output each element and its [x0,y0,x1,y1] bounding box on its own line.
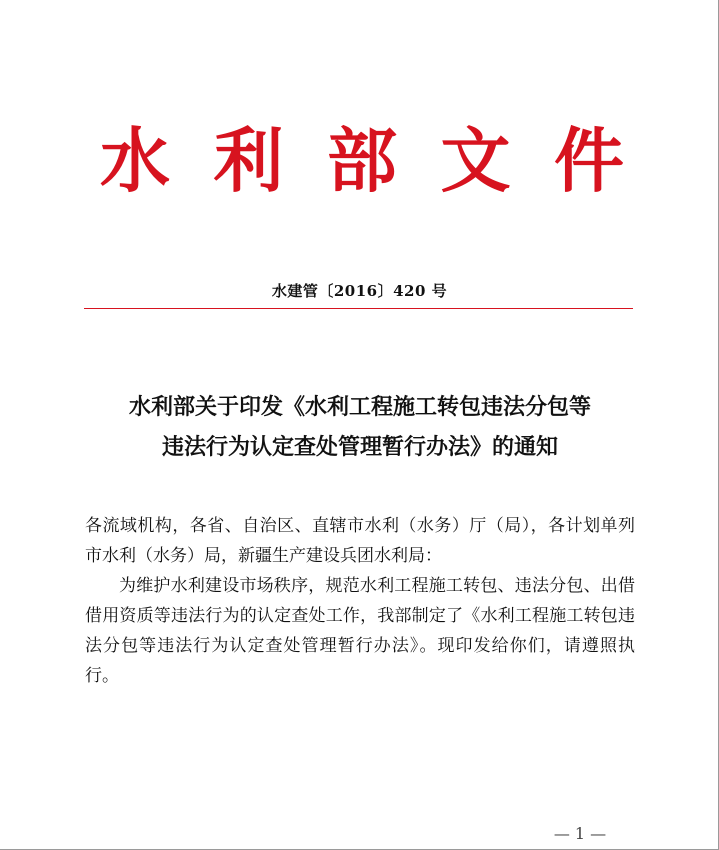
red-divider-line [84,308,633,309]
title-char-3: 部 [327,120,397,202]
notice-body [85,511,635,691]
title-char-4: 文 [440,120,511,202]
body-paragraph: 为维护水利建设市场秩序，规范水利工程施工转包、违法分包、出借借用资质等违法行为的认定查处工作，我部制定了《水利工程施工转包违法分包等违法行为认定查处管理暂行办法》。现印发给你们，请遵照执行。 [85,576,635,686]
document-number: 水建管〔2016〕420 号 [271,282,448,300]
salutation: 各流域机构，各省、自治区、直辖市水利（水务）厅（局），各计划单列市水利（水务）局，新疆生产建设兵团水利局： [85,516,635,566]
headline-line-2: 违法行为认定查处管理暂行办法》的通知 [161,435,558,460]
page-number: — 1 — [553,824,607,843]
title-char-5: 件 [554,120,624,202]
title-char-1: 水 [100,120,170,202]
notice-headline [60,388,660,468]
headline-line-1: 水利部关于印发《水利工程施工转包违法分包等 [128,395,591,420]
issuing-authority-title [92,118,632,204]
title-char-2: 利 [213,120,284,202]
